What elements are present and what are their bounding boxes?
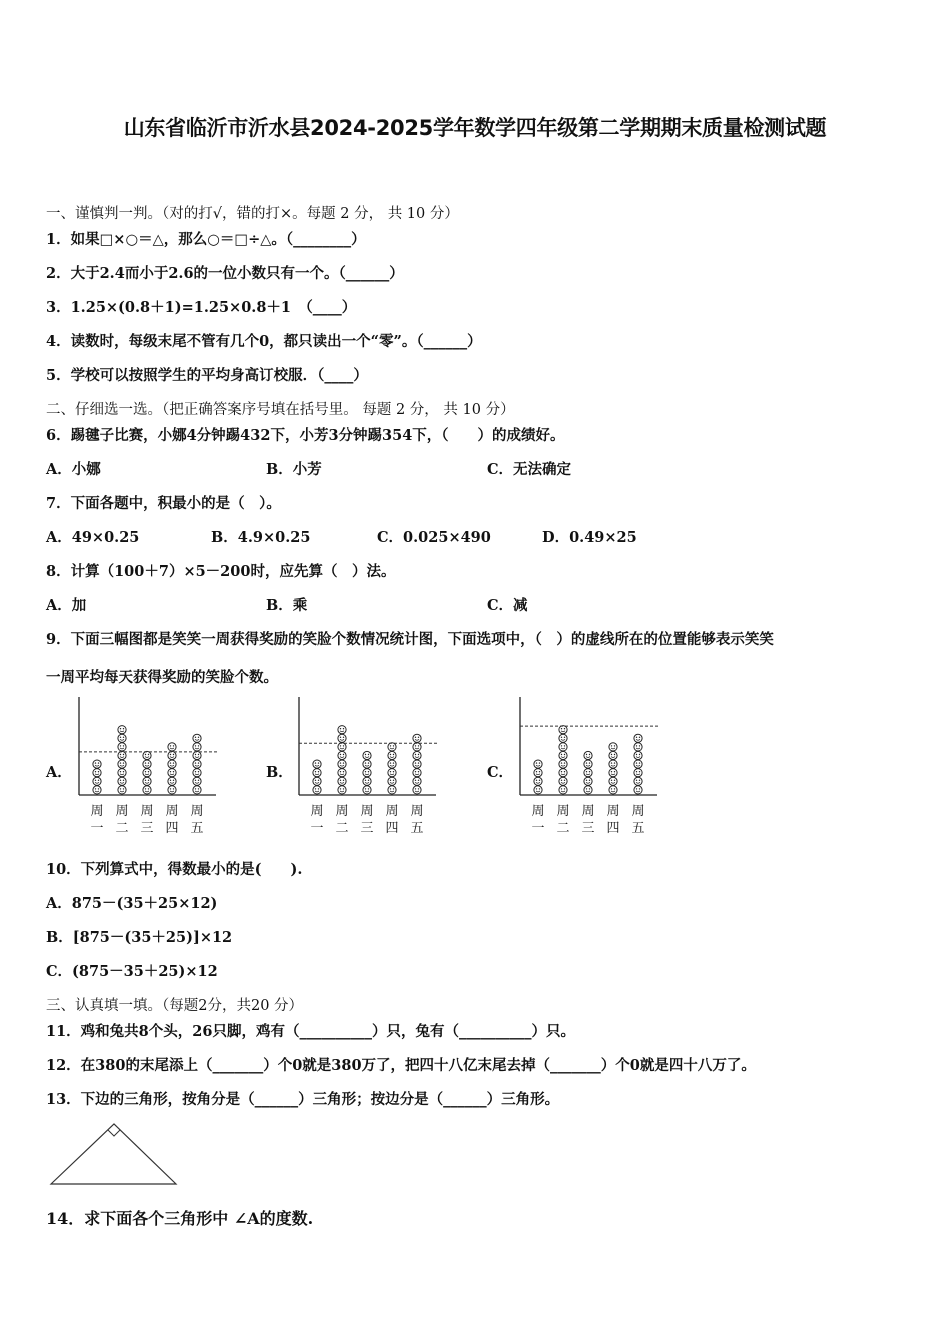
category-label: 周 bbox=[531, 804, 545, 819]
q6-option-b: B．小芳 bbox=[266, 461, 322, 478]
question-6: 6．踢毽子比赛，小娜4分钟踢432下，小芳3分钟踢354下，（ ）的成绩好。 bbox=[46, 427, 565, 444]
category-label: 三 bbox=[360, 821, 374, 836]
category-label: 周 bbox=[581, 804, 595, 819]
smiley-mark bbox=[363, 786, 371, 794]
question-2: 2．大于2.4而小于2.6的一位小数只有一个。（______） bbox=[46, 265, 404, 282]
smiley-mark bbox=[584, 777, 592, 785]
section-2-heading: 二、仔细选一选。（把正确答案序号填在括号里。 每题 2 分， 共 10 分） bbox=[46, 402, 515, 418]
smiley-mark bbox=[413, 760, 421, 768]
smiley-mark bbox=[609, 786, 617, 794]
smiley-mark bbox=[338, 751, 346, 759]
q8-option-a: A．加 bbox=[46, 597, 87, 614]
smiley-mark bbox=[313, 786, 321, 794]
smiley-mark bbox=[338, 786, 346, 794]
q6-option-a: A．小娜 bbox=[46, 461, 101, 478]
smiley-mark bbox=[338, 726, 346, 734]
question-10: 10．下列算式中，得数最小的是( ). bbox=[46, 861, 303, 878]
smiley-mark bbox=[413, 786, 421, 794]
page-title: 山东省临沂市沂水县2024-2025学年数学四年级第二学期期末质量检测试题 bbox=[123, 116, 827, 140]
smiley-mark bbox=[143, 769, 151, 777]
smiley-mark bbox=[634, 760, 642, 768]
smiley-mark bbox=[534, 760, 542, 768]
smiley-mark bbox=[534, 777, 542, 785]
smiley-mark bbox=[193, 734, 201, 742]
category-label: 周 bbox=[556, 804, 570, 819]
smiley-mark bbox=[609, 751, 617, 759]
smiley-chart-c bbox=[507, 692, 667, 837]
smiley-mark bbox=[118, 751, 126, 759]
smiley-mark bbox=[609, 760, 617, 768]
smiley-mark bbox=[313, 777, 321, 785]
smiley-mark bbox=[388, 751, 396, 759]
smiley-mark bbox=[193, 769, 201, 777]
smiley-mark bbox=[118, 760, 126, 768]
smiley-mark bbox=[634, 743, 642, 751]
right-isosceles-triangle bbox=[46, 1118, 182, 1190]
category-label: 周 bbox=[190, 804, 204, 819]
q9-option-a: A． bbox=[46, 764, 72, 781]
smiley-mark bbox=[118, 726, 126, 734]
smiley-mark bbox=[168, 777, 176, 785]
category-label: 一 bbox=[90, 821, 104, 836]
smiley-mark bbox=[559, 751, 567, 759]
smiley-mark bbox=[388, 769, 396, 777]
smiley-mark bbox=[338, 743, 346, 751]
smiley-mark bbox=[534, 786, 542, 794]
category-label: 五 bbox=[631, 821, 645, 836]
category-label: 五 bbox=[190, 821, 204, 836]
smiley-mark bbox=[338, 760, 346, 768]
smiley-mark bbox=[388, 743, 396, 751]
q10-option-a: A．875－(35＋25×12) bbox=[46, 895, 218, 912]
smiley-mark bbox=[338, 769, 346, 777]
category-label: 周 bbox=[115, 804, 129, 819]
smiley-mark bbox=[413, 734, 421, 742]
smiley-mark bbox=[118, 743, 126, 751]
smiley-mark bbox=[313, 769, 321, 777]
smiley-mark bbox=[413, 751, 421, 759]
q9-option-c: C． bbox=[487, 764, 514, 781]
smiley-mark bbox=[143, 751, 151, 759]
question-14: 14．求下面各个三角形中 ∠A的度数. bbox=[46, 1209, 314, 1228]
category-label: 周 bbox=[165, 804, 179, 819]
smiley-mark bbox=[559, 760, 567, 768]
smiley-mark bbox=[193, 751, 201, 759]
smiley-mark bbox=[143, 777, 151, 785]
smiley-mark bbox=[193, 760, 201, 768]
category-label: 四 bbox=[385, 821, 399, 836]
question-7: 7．下面各题中，积最小的是（ ）。 bbox=[46, 495, 281, 512]
question-9-line-2: 一周平均每天获得奖励的笑脸个数。 bbox=[46, 669, 278, 686]
smiley-mark bbox=[143, 786, 151, 794]
smiley-mark bbox=[634, 751, 642, 759]
smiley-mark bbox=[559, 786, 567, 794]
question-9-line-1: 9．下面三幅图都是笑笑一周获得奖励的笑脸个数情况统计图，下面选项中，（ ）的虚线所在的位置能够表示笑笑 bbox=[46, 631, 774, 648]
smiley-mark bbox=[93, 760, 101, 768]
q7-option-a: A．49×0.25 bbox=[46, 529, 140, 546]
smiley-mark bbox=[559, 777, 567, 785]
smiley-mark bbox=[193, 786, 201, 794]
smiley-mark bbox=[584, 786, 592, 794]
q8-option-c: C．减 bbox=[487, 597, 528, 614]
q6-option-c: C．无法确定 bbox=[487, 461, 572, 478]
smiley-mark bbox=[413, 777, 421, 785]
section-3-heading: 三、认真填一填。（每题2分，共20 分） bbox=[46, 998, 304, 1014]
smiley-mark bbox=[609, 769, 617, 777]
smiley-mark bbox=[584, 751, 592, 759]
category-label: 四 bbox=[165, 821, 179, 836]
smiley-mark bbox=[313, 760, 321, 768]
smiley-mark bbox=[118, 777, 126, 785]
q10-option-c: C．(875－35＋25)×12 bbox=[46, 963, 218, 980]
smiley-chart-a bbox=[66, 692, 226, 837]
smiley-mark bbox=[118, 786, 126, 794]
question-1: 1．如果□×○＝△，那么○＝□÷△。（________） bbox=[46, 231, 366, 248]
q8-option-b: B．乘 bbox=[266, 597, 308, 614]
smiley-mark bbox=[363, 769, 371, 777]
section-1-heading: 一、谨慎判一判。（对的打√，错的打×。每题 2 分， 共 10 分） bbox=[46, 206, 459, 222]
smiley-mark bbox=[118, 769, 126, 777]
smiley-mark bbox=[634, 734, 642, 742]
smiley-mark bbox=[338, 777, 346, 785]
question-4: 4．读数时，每级末尾不管有几个0，都只读出一个“零”。（______） bbox=[46, 333, 482, 350]
category-label: 周 bbox=[631, 804, 645, 819]
smiley-mark bbox=[634, 769, 642, 777]
smiley-mark bbox=[584, 760, 592, 768]
smiley-mark bbox=[118, 734, 126, 742]
smiley-mark bbox=[609, 777, 617, 785]
smiley-mark bbox=[634, 777, 642, 785]
smiley-mark bbox=[363, 760, 371, 768]
category-label: 周 bbox=[310, 804, 324, 819]
category-label: 周 bbox=[90, 804, 104, 819]
smiley-mark bbox=[168, 743, 176, 751]
smiley-mark bbox=[634, 786, 642, 794]
smiley-mark bbox=[168, 786, 176, 794]
question-8: 8．计算（100＋7）×5－200时，应先算（ ）法。 bbox=[46, 563, 396, 580]
question-13: 13．下边的三角形，按角分是（______）三角形；按边分是（______）三角形。 bbox=[46, 1091, 560, 1108]
question-12: 12．在380的末尾添上（_______）个0就是380万了，把四十八亿末尾去掉（_______）个0就是四十八万了。 bbox=[46, 1057, 756, 1074]
smiley-mark bbox=[413, 769, 421, 777]
q7-option-b: B．4.9×0.25 bbox=[211, 529, 311, 546]
smiley-mark bbox=[559, 769, 567, 777]
smiley-mark bbox=[93, 777, 101, 785]
smiley-mark bbox=[93, 769, 101, 777]
question-3: 3．1.25×(0.8＋1)=1.25×0.8＋1 （____） bbox=[46, 299, 357, 316]
smiley-mark bbox=[143, 760, 151, 768]
smiley-mark bbox=[168, 769, 176, 777]
smiley-mark bbox=[413, 743, 421, 751]
smiley-mark bbox=[363, 751, 371, 759]
smiley-mark bbox=[388, 786, 396, 794]
smiley-mark bbox=[388, 760, 396, 768]
smiley-mark bbox=[559, 743, 567, 751]
smiley-mark bbox=[168, 751, 176, 759]
question-5: 5．学校可以按照学生的平均身高订校服．（____） bbox=[46, 367, 368, 384]
smiley-chart-b bbox=[286, 692, 446, 837]
smiley-mark bbox=[193, 743, 201, 751]
question-11: 11．鸡和兔共8个头，26只脚，鸡有（__________）只，兔有（__________）只。 bbox=[46, 1023, 575, 1040]
category-label: 二 bbox=[115, 821, 129, 836]
category-label: 周 bbox=[606, 804, 620, 819]
category-label: 一 bbox=[310, 821, 324, 836]
q10-option-b: B．[875－(35＋25)]×12 bbox=[46, 929, 233, 946]
category-label: 周 bbox=[140, 804, 154, 819]
smiley-mark bbox=[534, 769, 542, 777]
smiley-mark bbox=[93, 786, 101, 794]
category-label: 二 bbox=[556, 821, 570, 836]
category-label: 五 bbox=[410, 821, 424, 836]
category-label: 四 bbox=[606, 821, 620, 836]
smiley-mark bbox=[388, 777, 396, 785]
smiley-mark bbox=[363, 777, 371, 785]
category-label: 二 bbox=[335, 821, 349, 836]
category-label: 周 bbox=[360, 804, 374, 819]
q7-option-c: C．0.025×490 bbox=[377, 529, 491, 546]
smiley-mark bbox=[168, 760, 176, 768]
smiley-mark bbox=[584, 769, 592, 777]
category-label: 周 bbox=[335, 804, 349, 819]
smiley-mark bbox=[559, 734, 567, 742]
smiley-mark bbox=[338, 734, 346, 742]
category-label: 一 bbox=[531, 821, 545, 836]
q9-option-b: B． bbox=[266, 764, 293, 781]
q7-option-d: D．0.49×25 bbox=[542, 529, 637, 546]
category-label: 三 bbox=[581, 821, 595, 836]
category-label: 三 bbox=[140, 821, 154, 836]
smiley-mark bbox=[193, 777, 201, 785]
smiley-mark bbox=[559, 726, 567, 734]
smiley-mark bbox=[609, 743, 617, 751]
category-label: 周 bbox=[410, 804, 424, 819]
category-label: 周 bbox=[385, 804, 399, 819]
